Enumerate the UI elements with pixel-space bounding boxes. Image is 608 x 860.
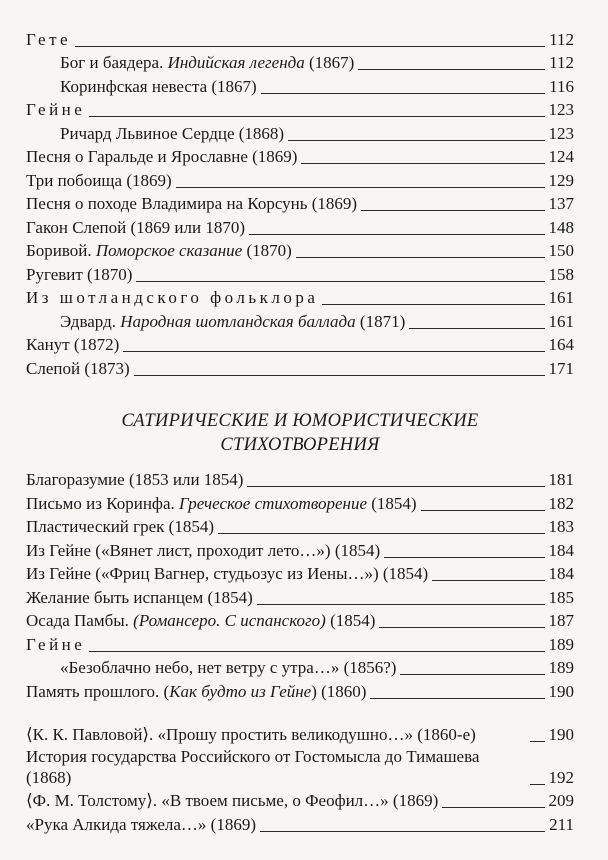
toc-entry-page: 187 — [545, 611, 575, 631]
toc-entry — [26, 97, 574, 121]
entry-title-text: «Рука Алкида тяжела…» (1869) — [26, 814, 257, 834]
toc-entry — [26, 50, 574, 74]
toc-entry-title — [26, 564, 432, 584]
entry-subtitle-italic: Поморское сказание — [95, 241, 243, 260]
toc-entry — [26, 73, 574, 97]
entry-title-text: Осада Памбы. — [26, 611, 134, 630]
entry-subtitle-italic: Греческое стихотворение — [179, 493, 367, 513]
toc-entry — [26, 788, 574, 812]
toc-entry-page: 183 — [545, 517, 575, 537]
toc-entry-page: 185 — [545, 588, 575, 608]
entry-title-text: Боривой. — [26, 241, 96, 260]
toc-list-bottom — [26, 467, 574, 835]
toc-entry-title — [26, 791, 442, 811]
entry-title-text: Из шотландского фольклора — [26, 288, 319, 307]
toc-entry-title — [26, 611, 379, 631]
entry-title-suffix: (1854) — [367, 493, 417, 513]
dot-leader — [26, 116, 574, 117]
toc-entry — [26, 332, 574, 356]
section-heading — [26, 409, 574, 457]
toc-entry-page: 211 — [545, 815, 574, 835]
section-title-line2: СТИХОТВОРЕНИЯ — [220, 434, 380, 455]
toc-entry-page: 184 — [545, 541, 575, 561]
toc-entry — [26, 678, 574, 702]
entry-title-suffix: ) (1860) — [311, 681, 367, 701]
entry-title-text: Память прошлого. ( — [26, 681, 170, 701]
toc-entry-title — [26, 494, 421, 514]
toc-entry — [26, 120, 574, 144]
toc-entry-title — [26, 359, 134, 379]
entry-title-text: ⟨К. К. Павловой⟩. «Прошу простить великодушно…» (1860-е) — [26, 724, 476, 744]
toc-entry-title — [26, 288, 322, 308]
toc-entry — [26, 467, 574, 491]
toc-entry — [26, 214, 574, 238]
entry-title-text: Бог и баядера. — [60, 53, 168, 72]
toc-entry-page: 190 — [545, 725, 575, 745]
entry-title-text: Слепой (1873) — [26, 358, 130, 378]
toc-entry-page: 112 — [545, 53, 574, 73]
toc-entry-title — [60, 77, 261, 97]
toc-entry-title — [26, 147, 301, 167]
toc-entry-page: 148 — [545, 218, 575, 238]
toc-entry — [26, 561, 574, 585]
table-of-contents — [26, 26, 574, 835]
entry-subtitle-italic: (Романсеро. С испанского) — [133, 611, 326, 630]
toc-entry — [26, 537, 574, 561]
toc-entry — [26, 584, 574, 608]
toc-entry-title — [26, 30, 75, 50]
toc-entry — [26, 702, 574, 745]
dot-leader — [26, 651, 574, 652]
toc-entry — [26, 631, 574, 655]
toc-entry-title — [60, 124, 288, 144]
toc-entry-page: 184 — [545, 564, 575, 584]
toc-entry-page: 190 — [545, 682, 575, 702]
toc-entry-page: 158 — [545, 265, 575, 285]
toc-entry — [26, 514, 574, 538]
toc-entry — [26, 811, 574, 835]
toc-entry-page: 161 — [545, 312, 575, 332]
toc-entry-title — [26, 241, 296, 261]
toc-entry — [26, 191, 574, 215]
entry-title-text: Гете — [26, 29, 72, 49]
entry-title-text: Гакон Слепой (1869 или 1870) — [26, 217, 246, 237]
entry-title-text: Коринфская невеста (1867) — [60, 76, 257, 96]
entry-title-text: Гейне — [26, 634, 86, 654]
section-title-line1: САТИРИЧЕСКИЕ И ЮМОРИСТИЧЕСКИЕ — [121, 410, 479, 431]
entry-title-text: Ругевит (1870) — [26, 264, 133, 284]
entry-subtitle-italic: Индийская легенда — [167, 53, 305, 72]
toc-list-top — [26, 26, 574, 379]
toc-entry-title — [60, 658, 400, 678]
toc-entry-title — [26, 746, 530, 788]
toc-entry-title — [26, 265, 136, 285]
toc-entry-title — [26, 724, 530, 745]
toc-entry-page: 182 — [545, 494, 575, 514]
entry-title-text: Канут (1872) — [26, 335, 120, 354]
toc-entry — [26, 608, 574, 632]
toc-entry-page: 189 — [545, 635, 575, 655]
toc-entry-title — [26, 635, 89, 655]
entry-title-text: Три побоища (1869) — [26, 170, 172, 190]
toc-entry-page: 150 — [545, 241, 575, 261]
entry-title-text: Пластический грек (1854) — [26, 517, 214, 536]
toc-entry — [26, 308, 574, 332]
toc-entry — [26, 355, 574, 379]
entry-title-text: ⟨Ф. М. Толстому⟩. «В твоем письме, о Феофил…» (1869) — [26, 791, 439, 810]
toc-entry — [26, 261, 574, 285]
toc-entry-page: 123 — [545, 100, 575, 120]
entry-title-suffix: (1867) — [304, 53, 355, 72]
entry-title-text: Песня о походе Владимира на Корсунь (1869) — [26, 194, 358, 213]
toc-entry-page: 171 — [545, 359, 575, 379]
toc-entry-title — [26, 682, 370, 702]
toc-entry-title — [60, 312, 409, 332]
toc-entry-title — [26, 588, 257, 608]
entry-title-text: Благоразумие (1853 или 1854) — [26, 470, 244, 489]
toc-entry-title — [26, 815, 260, 835]
toc-entry — [26, 144, 574, 168]
toc-entry-page: 161 — [545, 288, 575, 308]
toc-entry-title — [26, 218, 249, 238]
toc-entry — [26, 238, 574, 262]
entry-title-text: «Безоблачно небо, нет ветру с утра…» (1856?) — [60, 658, 397, 677]
toc-entry — [26, 745, 574, 788]
toc-entry-page: 164 — [545, 335, 575, 355]
entry-title-suffix: (1854) — [325, 611, 376, 630]
toc-entry-page: 123 — [545, 124, 575, 144]
entry-title-text: Письмо из Коринфа. — [26, 493, 179, 513]
entry-title-text: История государства Российского от Гостомысла до Тимашева (1868) — [26, 746, 480, 787]
toc-entry-page: 124 — [545, 147, 575, 167]
entry-title-suffix: (1870) — [242, 241, 292, 260]
toc-entry-page: 112 — [545, 30, 574, 50]
entry-subtitle-italic: Как будто из Гейне — [169, 681, 312, 701]
toc-entry — [26, 26, 574, 50]
toc-entry — [26, 167, 574, 191]
toc-entry-title — [60, 53, 358, 73]
dot-leader — [26, 46, 574, 47]
toc-entry — [26, 490, 574, 514]
toc-entry-page: 209 — [545, 791, 575, 811]
entry-title-text: Из Гейне («Вянет лист, проходит лето…») (1854) — [26, 540, 381, 560]
entry-title-text: Гейне — [26, 100, 86, 119]
toc-entry-page: 192 — [545, 768, 575, 788]
toc-entry-page: 116 — [545, 77, 574, 97]
toc-entry-page: 189 — [545, 658, 575, 678]
toc-entry-page: 181 — [545, 470, 575, 490]
toc-entry — [26, 655, 574, 679]
toc-entry-title — [26, 517, 218, 537]
toc-entry-title — [26, 470, 247, 490]
toc-entry-title — [26, 541, 384, 561]
toc-entry-title — [26, 171, 176, 191]
entry-title-text: Желание быть испанцем (1854) — [26, 587, 253, 607]
toc-entry-title — [26, 335, 123, 355]
toc-entry-title — [26, 100, 89, 120]
toc-entry-title — [26, 194, 361, 214]
toc-entry-page: 137 — [545, 194, 575, 214]
entry-title-text: Эдвард. — [60, 311, 121, 331]
entry-title-text: Из Гейне («Фриц Вагнер, студьозус из Иены…») (1854) — [26, 564, 429, 583]
toc-entry-page: 129 — [545, 171, 575, 191]
entry-subtitle-italic: Народная шотландская баллада — [120, 311, 356, 331]
entry-title-suffix: (1871) — [355, 311, 406, 331]
entry-title-text: Ричард Львиное Сердце (1868) — [60, 123, 285, 143]
entry-title-text: Песня о Гаральде и Ярославне (1869) — [26, 147, 298, 166]
toc-entry — [26, 285, 574, 309]
